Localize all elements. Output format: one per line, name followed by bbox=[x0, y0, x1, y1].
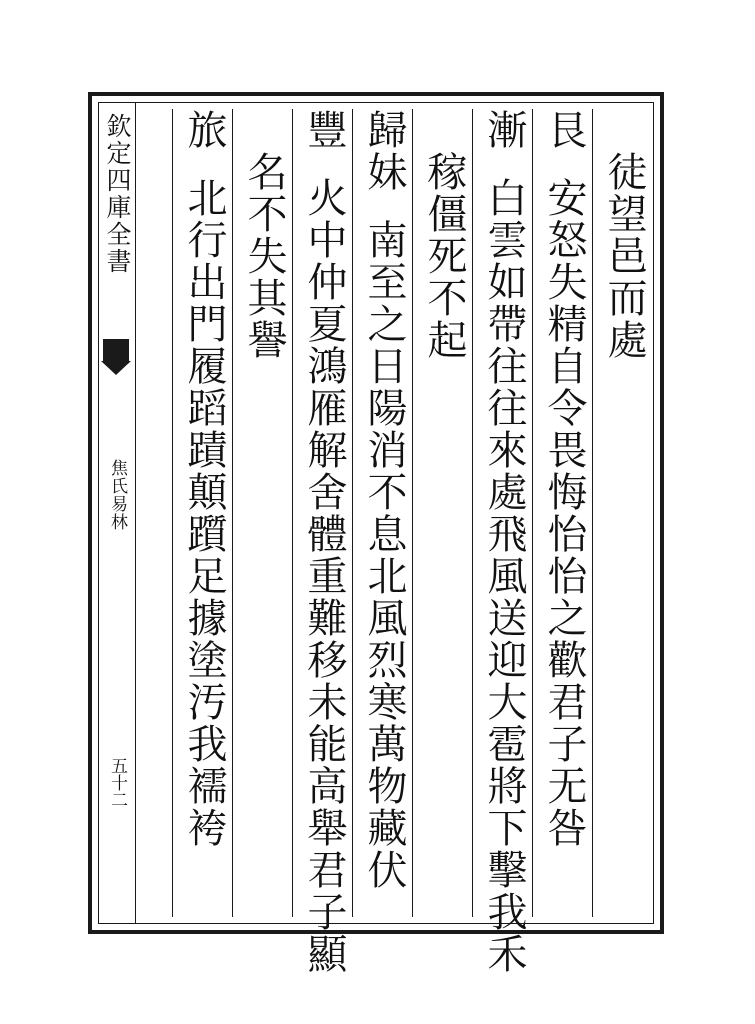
book-title: 焦氏易林 bbox=[107, 459, 127, 531]
column-text: 名不失其譽 bbox=[241, 151, 287, 361]
column-rule bbox=[592, 109, 594, 917]
column-text: 稼僵死不起 bbox=[421, 151, 467, 361]
column-text: 北行出門履蹈蹟顛躓足據塗汚我襦袴 bbox=[181, 177, 227, 849]
column-rule bbox=[232, 109, 234, 917]
black-mark bbox=[103, 339, 129, 361]
column-text: 南至之日陽消不息北風烈寒萬物藏伏 bbox=[361, 219, 407, 891]
column-text: 安怒失精自令畏悔怡怡之歡君子无咎 bbox=[541, 177, 587, 849]
text-column-6 bbox=[301, 109, 347, 975]
column-rule bbox=[352, 109, 354, 917]
column-text: 白雲如帶往往來處飛風送迎大雹將下擊我禾 bbox=[481, 177, 527, 975]
column-rule bbox=[532, 109, 534, 917]
text-column-7 bbox=[241, 151, 287, 361]
hexagram-name: 艮 bbox=[541, 109, 587, 151]
column-rule bbox=[472, 109, 474, 917]
hexagram-name: 豐 bbox=[301, 109, 347, 151]
page-number: 五十二 bbox=[107, 757, 127, 808]
text-column-8 bbox=[181, 109, 227, 849]
text-column-5 bbox=[361, 109, 407, 891]
hexagram-name: 歸妹 bbox=[361, 109, 407, 193]
column-text: 火中仲夏鴻雁解舍體重難移未能高舉君子顯 bbox=[301, 177, 347, 975]
page-frame bbox=[88, 92, 664, 975]
column-rule bbox=[412, 109, 414, 917]
hexagram-name: 旅 bbox=[181, 109, 227, 151]
banxin-margin bbox=[99, 103, 136, 923]
column-rule bbox=[172, 109, 174, 917]
text-column-2 bbox=[541, 109, 587, 849]
text-column-4 bbox=[421, 151, 467, 361]
text-column-3 bbox=[481, 109, 527, 975]
text-column-1 bbox=[601, 151, 647, 361]
hexagram-name: 漸 bbox=[481, 109, 527, 151]
page-inner-border bbox=[98, 102, 654, 975]
collection-title: 欽定四庫全書 bbox=[103, 113, 132, 275]
column-text: 徒望邑而處 bbox=[601, 151, 647, 361]
column-rule bbox=[292, 109, 294, 917]
fish-tail-icon bbox=[101, 361, 131, 375]
